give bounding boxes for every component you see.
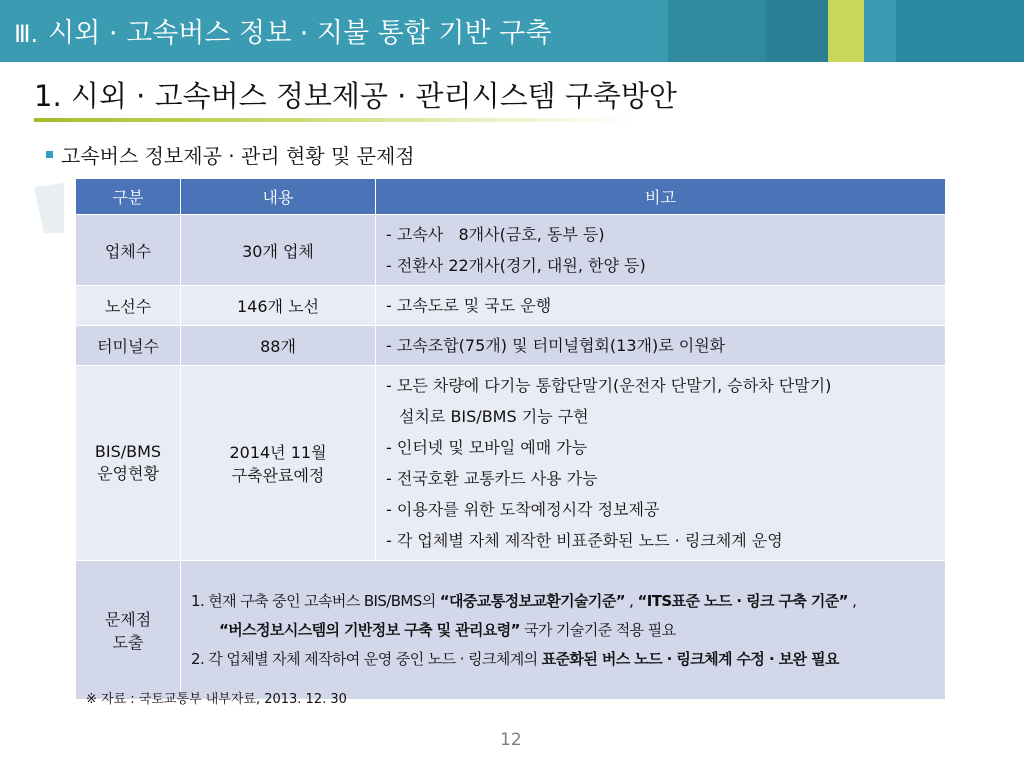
header-content: 내용	[181, 179, 376, 215]
cell-category: 노선수	[76, 286, 181, 326]
table-header-row	[76, 179, 946, 215]
section-number: Ⅲ.	[14, 20, 39, 48]
table-row-problem	[76, 561, 946, 700]
banner-block	[896, 0, 1024, 62]
cell-problem-details	[181, 561, 946, 700]
bullet-heading	[46, 140, 415, 169]
cell-notes	[376, 215, 946, 286]
banner-block	[766, 0, 828, 62]
cell-category: 터미널수	[76, 326, 181, 366]
cell-category: BIS/BMS 운영현황	[76, 366, 181, 561]
title-underline	[34, 118, 634, 122]
status-table	[75, 178, 946, 700]
cell-notes	[376, 326, 946, 366]
note-line: - 전환사 22개사(경기, 대원, 한양 등)	[386, 256, 646, 275]
problem-separator: ,	[847, 591, 857, 610]
note-line: 설치로 BIS/BMS 기능 구현	[399, 407, 589, 426]
cell-category: 업체수	[76, 215, 181, 286]
problem-emphasis: 표준화된 버스 노드 · 링크체계 수정 · 보완 필요	[541, 649, 839, 668]
problem-line-2	[191, 616, 933, 645]
table-row	[76, 286, 946, 326]
note-line: - 고속사 8개사(금호, 동부 등)	[386, 225, 605, 244]
note-line: - 인터넷 및 모바일 예매 가능	[386, 438, 588, 457]
section-title	[14, 11, 551, 50]
cell-content: 30개 업체	[181, 215, 376, 286]
problem-emphasis: “버스정보시스템의 기반정보 구축 및 관리요령”	[219, 620, 520, 639]
section-title-text: 시외 · 고속버스 정보 · 지불 통합 기반 구축	[48, 18, 552, 49]
problem-text: 국가 기술기준 적용 필요	[519, 620, 676, 639]
table-row	[76, 215, 946, 286]
decorative-shape	[30, 183, 64, 233]
note-line: - 각 업체별 자체 제작한 비표준화된 노드 · 링크체계 운영	[386, 531, 783, 550]
cell-notes	[376, 366, 946, 561]
problem-emphasis: “ITS표준 노드 · 링크 구축 기준”	[637, 591, 848, 610]
problem-separator: ,	[624, 591, 638, 610]
header-banner	[0, 0, 1024, 62]
note-line: - 이용자를 위한 도착예정시각 정보제공	[386, 500, 660, 519]
cell-content: 2014년 11월 구축완료예정	[181, 366, 376, 561]
cell-content: 146개 노선	[181, 286, 376, 326]
header-notes: 비고	[376, 179, 946, 215]
problem-line-1	[191, 587, 933, 616]
cell-notes	[376, 286, 946, 326]
note-line: - 고속조합(75개) 및 터미널협회(13개)로 이원화	[386, 336, 726, 355]
source-note: ※ 자료 : 국토교통부 내부자료, 2013. 12. 30	[86, 692, 347, 707]
bullet-square-icon	[46, 151, 53, 158]
banner-block	[864, 0, 896, 62]
problem-line-3	[191, 645, 933, 674]
table-row	[76, 366, 946, 561]
problem-text: 2. 각 업체별 자체 제작하여 운영 중인 노드 · 링크체계의	[191, 649, 542, 668]
header-category: 구분	[76, 179, 181, 215]
problem-emphasis: “대중교통정보교환기술기준”	[439, 591, 625, 610]
problem-text: 1. 현재 구축 중인 고속버스 BIS/BMS의	[191, 591, 440, 610]
bullet-heading-text: 고속버스 정보제공 · 관리 현황 및 문제점	[61, 144, 415, 168]
banner-block	[668, 0, 766, 62]
note-line: - 모든 차량에 다기능 통합단말기(운전자 단말기, 승하차 단말기)	[386, 376, 832, 395]
banner-accent-block	[828, 0, 864, 62]
page-title: 1. 시외 · 고속버스 정보제공 · 관리시스템 구축방안	[34, 79, 677, 113]
page-number: 12	[500, 730, 522, 750]
cell-category: 문제점 도출	[76, 561, 181, 700]
cell-content: 88개	[181, 326, 376, 366]
table-row	[76, 326, 946, 366]
note-line: - 전국호환 교통카드 사용 가능	[386, 469, 598, 488]
note-line: - 고속도로 및 국도 운행	[386, 296, 552, 315]
